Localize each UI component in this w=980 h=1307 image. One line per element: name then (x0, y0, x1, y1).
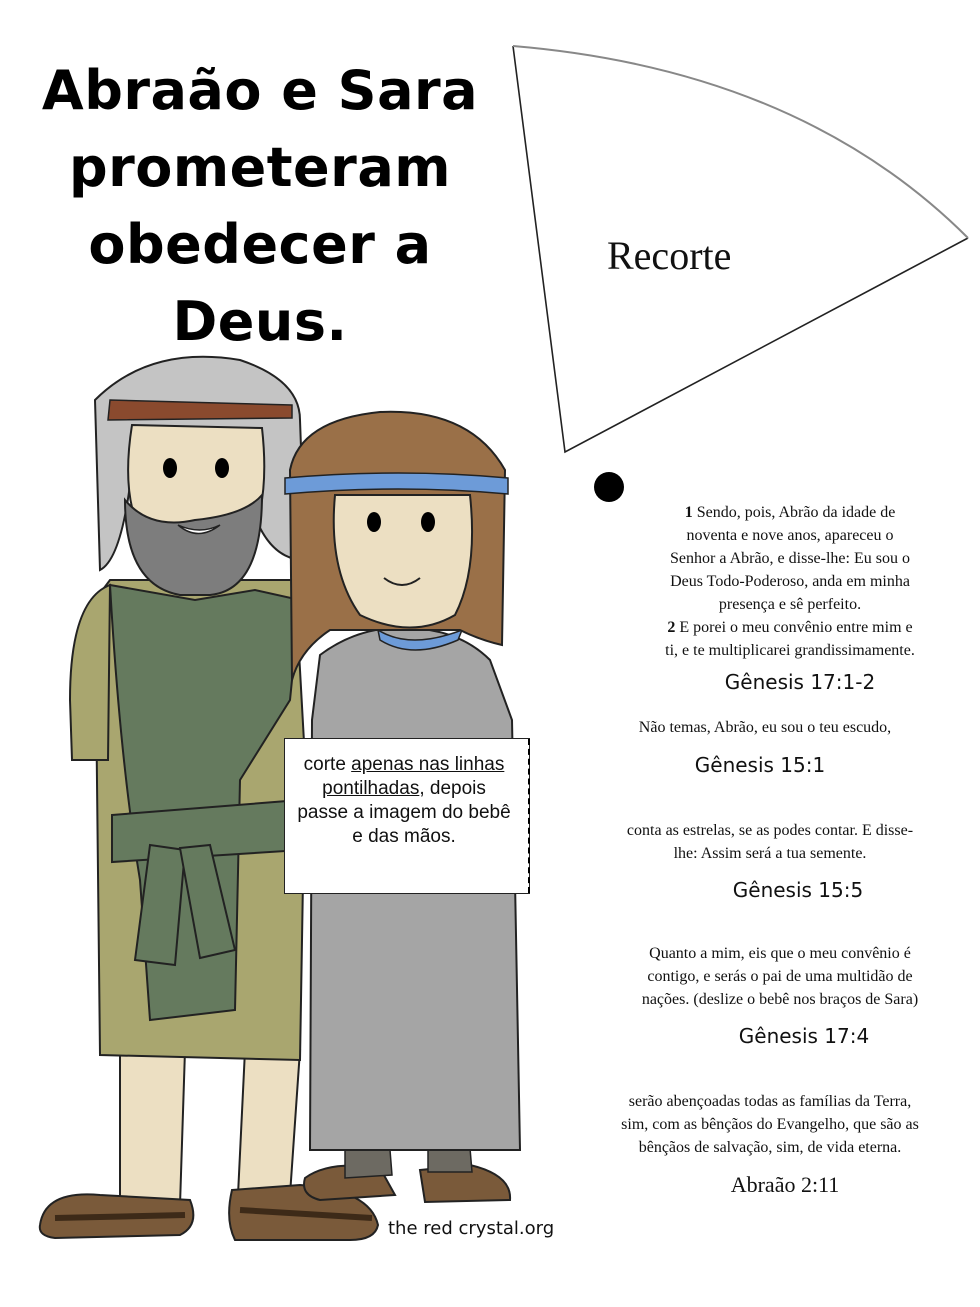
verse-abraham-2-11: serão abençoadas todas as famílias da Terra, sim, com as bênçãos do Evangelho, que são as bênçãos de salvação, sim, de vida eterna. (621, 1093, 919, 1156)
cut-instruction-text: corte apenas nas linhas pontilhadas, depois passe a imagem do bebê e das mãos. (297, 754, 511, 847)
title-line-3: obedecer a (88, 213, 432, 276)
dotted-cut-line[interactable] (528, 739, 530, 893)
ref-abraham-2-11: Abraão 2:11 (730, 1172, 840, 1197)
site-credit: the red crystal.org (388, 1218, 555, 1239)
verse-genesis-17-1-2: 1 Sendo, pois, Abrão da idade de noventa e nove anos, apareceu o Senhor a Abrão, e disse-lhe: Eu sou o Deus Todo-Poderoso, anda em minha presença e sê perfeito. 2 E porei o meu convênio entre mim e ti, e te multiplicarei grandissimamente. (665, 504, 915, 659)
title-line-1: Abraão e Sara (41, 59, 479, 122)
abraham-right-leg (238, 1050, 300, 1195)
title-line-2: prometeram (68, 136, 452, 199)
verse-genesis-15-5: conta as estrelas, se as podes contar. E disse- lhe: Assim será a tua semente. (626, 822, 914, 862)
sarah-face (334, 495, 472, 628)
verse-genesis-17-4: Quanto a mim, eis que o meu convênio é contigo, e serás o pai de uma multidão de nações. (deslize o bebê nos braços de Sara) (641, 945, 919, 1008)
cut-instruction-box[interactable] (284, 738, 530, 894)
verse-genesis-15-1: Não temas, Abrão, eu sou o teu escudo, (638, 719, 892, 736)
abraham-left-arm (70, 585, 110, 760)
ref-genesis-17-4: Gênesis 17:4 (738, 1024, 870, 1048)
title-line-4: Deus. (172, 290, 348, 353)
abraham-left-leg (120, 1050, 185, 1205)
ref-genesis-15-1: Gênesis 15:1 (694, 753, 826, 777)
ref-genesis-15-5: Gênesis 15:5 (732, 878, 864, 902)
cutout-label: Recorte (607, 233, 732, 278)
ref-genesis-17-1-2: Gênesis 17:1-2 (724, 670, 876, 694)
